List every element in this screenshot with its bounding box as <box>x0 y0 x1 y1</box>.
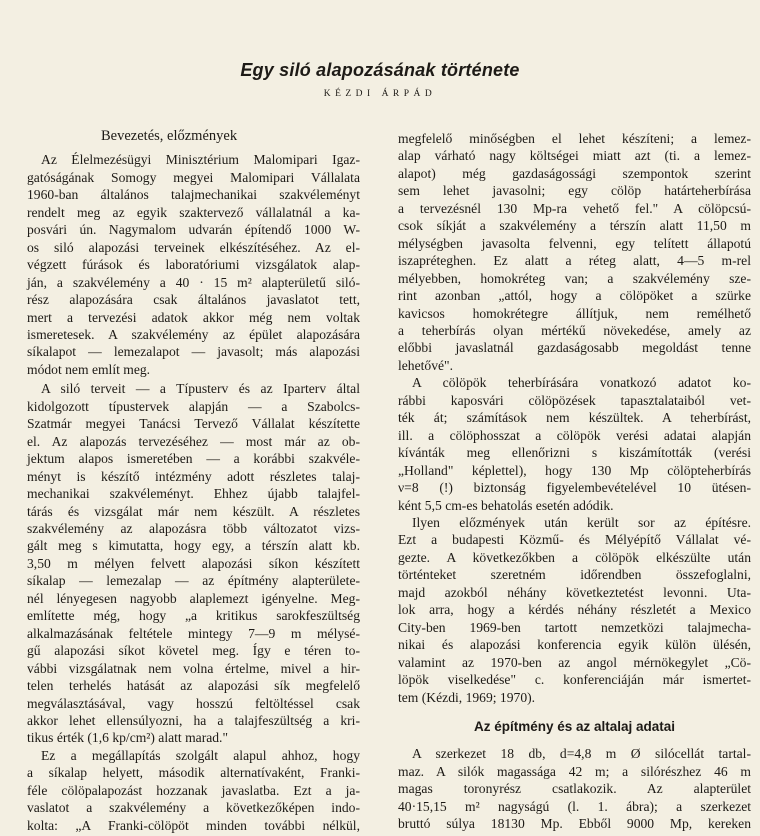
text-line: ν=8 (!) biztonság figyelembevételével 10 ütésen- <box>398 480 751 496</box>
text-line: lok arra, hogy a kérdés néhány részletét a Mexico <box>398 602 751 618</box>
text-line: vaslatot a szakvélemény a következőképen indo- <box>27 800 360 816</box>
text-line: gált meg s kimutatta, hogy egy, a térszín alatt kb. <box>27 538 360 554</box>
text-line: módot nem említ meg. <box>27 361 151 377</box>
text-line: a tervezésnél 130 Mp-ra vehető fel." A cölöpcsú- <box>398 200 751 216</box>
text-line: telen terhelés hatását az alapozási sík megfelelő <box>27 678 360 694</box>
text-line: kolta: „A Franki-cölöpöt minden további nélkül, <box>27 817 360 833</box>
section-heading-introduction: Bevezetés, előzmények <box>101 128 238 144</box>
text-line: ill. a cölöphosszat a cölöpök verési adatai alapján <box>398 427 751 443</box>
text-line: A cölöpök teherbírására vonatkozó adatot ko- <box>412 375 751 391</box>
text-line: alapot) még gazdaságossági szempontok szerint <box>398 165 751 181</box>
text-line: rendelt meg az egyik szaktervező vállalatnál a ka- <box>27 204 360 220</box>
text-line: bruttó súlya 18130 Mp. Ebből 9000 Mp, kereken <box>398 816 751 832</box>
text-line: 1960-ban általános talajmechanikai szakvéleményt <box>27 187 360 203</box>
text-line: maz. A silók magassága 42 m; a silórészhez 46 m <box>398 763 751 779</box>
text-line: magas toronyrész csatlakozik. Az alapterület <box>398 781 751 797</box>
text-line: mert a tervezési adatok akkor még nem voltak <box>27 309 360 325</box>
text-line: mélyebben, homokréteg van; a szakvélemény sze- <box>398 270 751 286</box>
text-line: A siló terveit — a Típusterv és az Iparterv által <box>41 381 360 397</box>
text-line: síkalapot — lemezalapot — javasolt; más alapozási <box>27 344 360 360</box>
text-line: gatóságának Somogy megyei Malomipari Vállalata <box>27 169 360 185</box>
text-line: Ilyen előzmények után került sor az építésre. <box>412 514 751 530</box>
text-line: nél lényegesen nagyobb alaplemezt igényelne. Meg- <box>27 590 360 606</box>
text-line: alap várható nagy költségei miatt azt (ti. a lemez- <box>398 148 751 164</box>
text-line: Szatmár megyei Tanácsi Tervező Vállalat készítette <box>27 416 360 432</box>
right-column-body-top <box>398 130 751 706</box>
text-line: Az Élelmezésügyi Minisztérium Malomipari Igaz- <box>41 152 360 168</box>
text-line: akkor lehet ellensúlyozni, ha a talajfeszültség a kri- <box>27 712 360 728</box>
text-line: 3,50 m mélyen felvett alapozási síkon készített <box>27 555 360 571</box>
text-line: kavicsos homokrétegre állítjuk, nem remélhető <box>398 305 751 321</box>
text-line: os siló alapozási terveinek elkészítéséhez. Az el- <box>27 239 360 255</box>
text-line: kidolgozott típustervek alapján — a Szabolcs- <box>27 398 360 414</box>
text-line: féle cölöpalapozást hozzanak javaslatba. Ezt a ja- <box>27 782 360 798</box>
text-line: 40·15,15 m² nagyságú (l. 1. ábra); a szerkezet <box>398 798 751 814</box>
text-line: löpök viselkedése" c. konferenciáján már ismertet- <box>398 672 751 688</box>
text-line: Ez a megállapítás szolgált alapul ahhoz, hogy <box>41 747 360 763</box>
text-line: végzett fúrások és laboratóriumi vizsgálatok alap- <box>27 257 360 273</box>
text-line: gezte. A következőkben a cölöpök elkészülte után <box>398 549 751 565</box>
text-line: jektum alapos ismeretében — a korábbi szakvéle- <box>27 451 360 467</box>
text-line: Ezt a budapesti Közmű- és Mélyépítő Vállalat vé- <box>398 532 751 548</box>
text-line: tárás és vizsgálat már nem készült. A részletes <box>27 503 360 519</box>
text-line: „Holland" képlettel), hogy 130 Mp cölöpteherbírás <box>398 462 751 478</box>
text-line: történteket szeretném időrendben összefoglalni, <box>398 567 751 583</box>
text-line: említette még, hogy „a kritikus sarokfeszültség <box>27 608 360 624</box>
left-column-body <box>27 151 360 834</box>
text-line: kívánták meg ellenőrizni s kiszámították (verési <box>398 445 751 461</box>
text-line: ként 5,5 cm-es behatolás esetén adódik. <box>398 497 614 513</box>
text-line: rész alapozására csak általános javaslatot tett, <box>27 292 360 308</box>
text-line: szakvélemény az alapozásra több változatot vizs- <box>27 520 360 536</box>
text-line: nikai és alapozási konferencia egyik külön ülésén, <box>398 637 751 653</box>
text-line: tikus érték (1,6 kp/cm²) alatt marad." <box>27 730 229 746</box>
left-column <box>27 128 360 834</box>
text-line: megfelelő minőségben el lehet készíteni; a lemez- <box>398 131 751 146</box>
text-line: előbbi javaslatnál gazdaságosabb megoldást tenne <box>398 340 751 356</box>
text-line: gű alapozási síkot követel meg. Így e téren to- <box>27 643 360 659</box>
text-line: iszapréteghen. Ez alatt a réteg alatt, 4—5 m-rel <box>398 253 751 269</box>
text-line: rábbi kaposvári cölöpözések tapasztalataiból vet- <box>398 392 751 408</box>
text-line: ján, a szakvélemény a 40 · 15 m² alapterületű siló- <box>27 274 360 290</box>
text-line: rint azonban „attól, hogy a cölöpöket a szürke <box>398 288 751 304</box>
text-line: a teherbírás olyan mértékű növekedése, amely az <box>398 322 751 338</box>
text-line: lehetővé". <box>398 357 453 373</box>
text-line: ték át; számítások nem készültek. A teherbírást, <box>398 410 751 426</box>
text-line: ismeretesek. A szakvélemény az épület alapozására <box>27 326 360 342</box>
text-line: valamint az 1970-ben az angol mérnökegylet „Cö- <box>398 654 751 670</box>
text-line: mélységben javasolta felvenni, egy telített állapotú <box>398 235 751 251</box>
text-line: majd azokból néhány következtetést levonni. Uta- <box>398 584 751 600</box>
text-line: síkalap — lemezalap — az építmény alapterülete- <box>27 573 360 589</box>
article-title: Egy siló alapozásának története <box>240 60 520 80</box>
right-column <box>398 130 751 833</box>
section-heading-structure-and-subsoil: Az építmény és az altalaj adatai <box>473 718 676 734</box>
right-column-body-bottom <box>398 745 751 832</box>
text-line: a síkalap helyett, második alternatívaként, Franki- <box>27 765 360 781</box>
text-line: A szerkezet 18 db, d=4,8 m Ø silócellát tartal- <box>412 746 751 762</box>
author-name: KÉZDI ÁRPÁD <box>323 89 437 99</box>
text-line: tem (Kézdi, 1969; 1970). <box>398 689 536 705</box>
text-line: csok síkját a szakvélemény a térszín alatt 11,50 m <box>398 218 751 234</box>
text-line: mechanikai szakvéleményt. Ehhez újabb talajfel- <box>27 486 360 502</box>
text-line: sem lehet javasolni; egy cölöp határteherbírása <box>398 183 751 199</box>
text-line: megválasztásával, vagy hosszú feltöltéssel csak <box>27 695 360 711</box>
text-line: el. Az alapozás tervezéséhez — most már az ob- <box>27 433 360 449</box>
text-line: ményt is készítő intézmény adott részletes talaj- <box>27 468 360 484</box>
text-line: posvári ún. Nagymalom udvarán építendő 1000 W- <box>27 222 360 238</box>
text-line: vábbi vizsgálatnak nem volna értelme, mivel a hir- <box>27 660 360 676</box>
text-line: City-ben 1969-ben tartott nemzetközi talajmecha- <box>398 619 751 635</box>
text-line: alkalmazásának feltétele mintegy 7—9 m mélysé- <box>27 625 360 641</box>
